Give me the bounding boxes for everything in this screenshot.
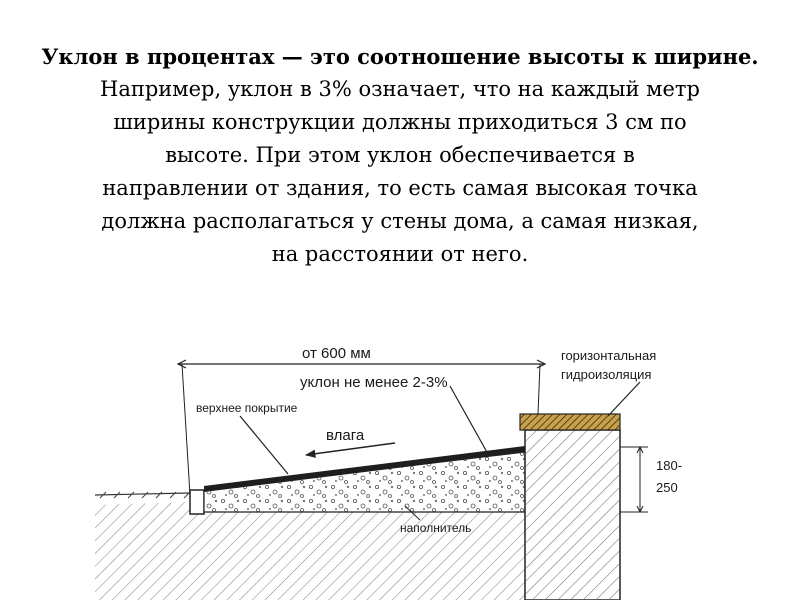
slope-label: уклон не менее 2-3% [300, 374, 448, 391]
waterproofing-layer [520, 414, 620, 430]
top-layer-label: верхнее покрытие [196, 401, 298, 415]
building-wall [525, 430, 620, 600]
moisture-arrow [306, 443, 395, 455]
slope-leader [450, 386, 488, 454]
width-label: от 600 мм [302, 345, 371, 362]
height-label-line1: 180- [656, 458, 683, 473]
filler-label: наполнитель [400, 521, 472, 535]
body-line-2: ширины конструкции должны приходиться 3 см по [113, 110, 687, 134]
moisture-label: влага [326, 427, 365, 444]
ground-surface [95, 492, 190, 498]
soil [95, 502, 525, 600]
body-line-6: на расстоянии от него. [271, 242, 529, 266]
height-label-line2: 250 [656, 480, 678, 495]
waterproofing-label-line2: гидроизоляция [561, 367, 652, 382]
body-line-1: Например, уклон в 3% означает, что на каждый метр [100, 77, 700, 101]
blind-area-diagram [0, 330, 800, 600]
edge-curb [190, 490, 204, 514]
top-coating-leader [240, 416, 288, 474]
slide-text [30, 40, 770, 271]
heading: Уклон в процентах — это соотношение высоты к ширине. [41, 44, 759, 69]
waterproofing-label-line1: горизонтальная [561, 348, 657, 363]
wall-height-dimension [620, 447, 648, 512]
waterproofing-leader [608, 382, 640, 416]
body-line-5: должна располагаться у стены дома, а самая низкая, [101, 209, 699, 233]
body-line-4: направлении от здания, то есть самая высокая точка [102, 176, 698, 200]
body-line-3: высоте. При этом уклон обеспечивается в [165, 143, 635, 167]
